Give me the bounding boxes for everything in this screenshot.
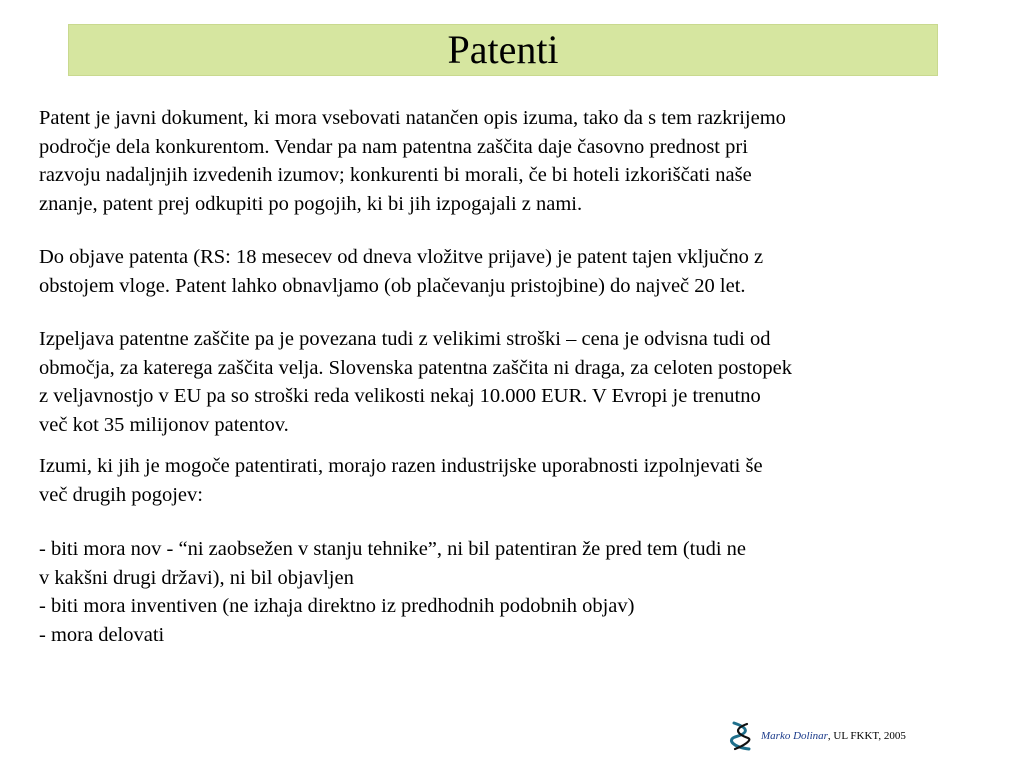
footer-affiliation: , UL FKKT, 2005 — [827, 729, 906, 742]
dna-helix-icon — [729, 720, 755, 752]
paragraph-patent-definition: Patent je javni dokument, ki mora vsebovati natančen opis izuma, tako da s tem razkrijemo področje dela konkurentom. Vendar pa nam patentna zaščita daje časovno prednost pri razvoju nadaljnjih izvedenih izumov; konkurenti bi morali, če bi hoteli izkoriščati naše znanje, patent prej odkupiti po pogojih, ki bi jih izpogajali z nami. — [39, 107, 786, 215]
footer-author: Marko Dolinar — [761, 729, 828, 742]
conditions-list: - biti mora nov - “ni zaobsežen v stanju tehnike”, ni bil patentiran že pred tem (tudi ne v kakšni drugi državi), ni bil objavljen - biti mora inventiven (ne izhaja direktno iz predhodnih podobnih objav) - mora delovati — [39, 538, 747, 646]
paragraph-patentability-conditions: Izumi, ki jih je mogoče patentirati, morajo razen industrijske uporabnosti izpolnjevati še več drugih pogojev: — [39, 455, 763, 506]
title-bar — [68, 24, 938, 76]
page-title: Patenti — [447, 27, 559, 72]
paragraph-patent-costs: Izpeljava patentne zaščite pa je povezana tudi z velikimi stroški – cena je odvisna tudi od območja, za katerega zaščita velja. Slovenska patentna zaščita ni draga, za celoten postopek z veljavnostjo v EU pa so stroški reda velikosti nekaj 10.000 EUR. V Evropi je trenutno več kot 35 milijonov patentov. — [39, 328, 793, 436]
paragraph-patent-publication: Do objave patenta (RS: 18 mesecev od dneva vložitve prijave) je patent tajen vključno z obstojem vloge. Patent lahko obnavljamo (ob plačevanju pristojbine) do največ 20 let. — [39, 246, 764, 297]
footer — [729, 720, 906, 752]
footer-credit — [761, 731, 906, 742]
